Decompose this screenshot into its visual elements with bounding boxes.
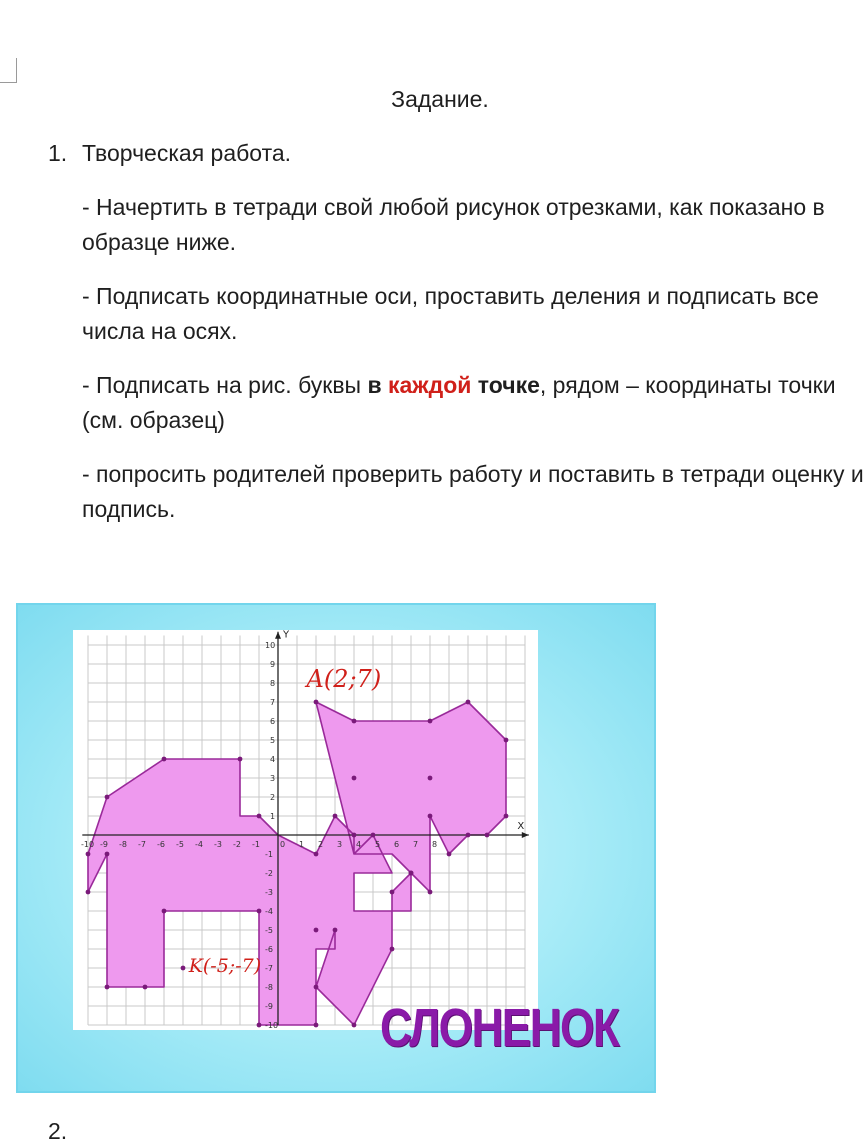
y-tick-label: -9 [265,1002,273,1011]
next-list-item-partial: 2. [48,1118,68,1144]
y-tick-label: -6 [265,945,273,954]
y-tick-label: 2 [270,793,276,802]
p3-red-each: каждой [388,372,472,398]
p3-text-end: , рядом – координаты точки (см. образец) [82,372,836,433]
x-tick-label: -1 [252,840,260,849]
plot-point [352,833,357,838]
y-tick-label: -1 [265,850,273,859]
y-tick-label: -7 [265,964,273,973]
p3-bold-point: точке [471,372,540,398]
plot-point [466,700,471,705]
y-tick-label: 5 [270,736,276,745]
list-item-title: Творческая работа. [82,140,292,166]
plot-point [257,814,262,819]
plot-point [314,985,319,990]
instruction-paragraph-4: - попросить родителей проверить работу и поставить в тетради оценку и подпись. [82,461,864,522]
plot-point [314,852,319,857]
annotation-point-a: A(2;7) [306,664,382,693]
document-title: Задание. [391,86,489,112]
plot-point [86,890,91,895]
x-tick-label: -9 [100,840,108,849]
instruction-paragraph-1: - Начертить в тетради свой любой рисунок отрезками, как показано в образце ниже. [82,194,825,255]
plot-point [428,814,433,819]
y-tick-label: 6 [270,717,276,726]
plot-point [162,909,167,914]
y-tick-label: 4 [270,755,276,764]
plot-point [257,1023,262,1028]
y-tick-label: 1 [270,812,276,821]
plot-point [105,795,110,800]
plot-point [352,1023,357,1028]
p3-text-start: - Подписать на рис. буквы [82,372,368,398]
plot-point [390,890,395,895]
x-tick-label: -8 [119,840,127,849]
plot-point [504,738,509,743]
x-tick-label: 2 [318,840,324,849]
y-tick-label: 7 [270,698,276,707]
plot-point [333,814,338,819]
y-tick-label: 3 [270,774,276,783]
plot-point [105,852,110,857]
plot-point [162,757,167,762]
list-item-number: 1. [48,140,68,166]
annotation-point-k: K(-5;-7) [188,954,262,977]
y-tick-label: -5 [265,926,273,935]
elephant-figure [16,603,656,1093]
y-tick-label: -10 [265,1021,279,1030]
plot-point [371,833,376,838]
x-tick-label: 6 [394,840,400,849]
x-tick-label: -2 [233,840,241,849]
plot-point [466,833,471,838]
x-tick-label: -3 [214,840,222,849]
x-tick-label: -4 [195,840,203,849]
plot-point [238,757,243,762]
instruction-paragraph-2: - Подписать координатные оси, проставить деления и подписать все числа на осях. [82,283,819,344]
plot-point [257,909,262,914]
plot-point [143,985,148,990]
plot-point [428,776,433,781]
x-tick-label: 5 [375,840,381,849]
x-tick-label: 3 [337,840,343,849]
y-tick-label: -3 [265,888,273,897]
x-tick-label: 1 [299,840,305,849]
y-tick-label: -4 [265,907,273,916]
x-axis-label: X [517,821,525,832]
plot-point [447,852,452,857]
figure-caption: СЛОНЕНОК [380,998,619,1058]
plot-point [333,928,338,933]
x-tick-label: 4 [356,840,362,849]
plot-point [428,890,433,895]
plot-point [428,719,433,724]
instruction-paragraph-3 [82,368,864,438]
y-tick-label: -2 [265,869,273,878]
y-tick-label: 8 [270,679,276,688]
y-tick-label: 10 [265,641,276,650]
plot-point [485,833,490,838]
plot-point [409,871,414,876]
plot-point [86,852,91,857]
x-tick-label: -6 [157,840,165,849]
plot-point [314,928,319,933]
x-tick-label: -10 [81,840,95,849]
y-tick-label: -8 [265,983,273,992]
plot-point [352,719,357,724]
plot-point [314,1023,319,1028]
plot-point [181,966,186,971]
p3-bold-in: в [367,372,388,398]
x-tick-label: -7 [138,840,146,849]
plot-point [314,700,319,705]
y-axis-label: Y [283,629,290,641]
x-tick-label: 7 [413,840,419,849]
plot-point [504,814,509,819]
page-corner-mark [0,58,17,83]
x-tick-label: 0 [280,840,286,849]
plot-point [105,985,110,990]
x-tick-label: 8 [432,840,438,849]
x-tick-label: -5 [176,840,184,849]
plot-point [390,947,395,952]
plot-point [352,776,357,781]
y-tick-label: 9 [270,660,276,669]
